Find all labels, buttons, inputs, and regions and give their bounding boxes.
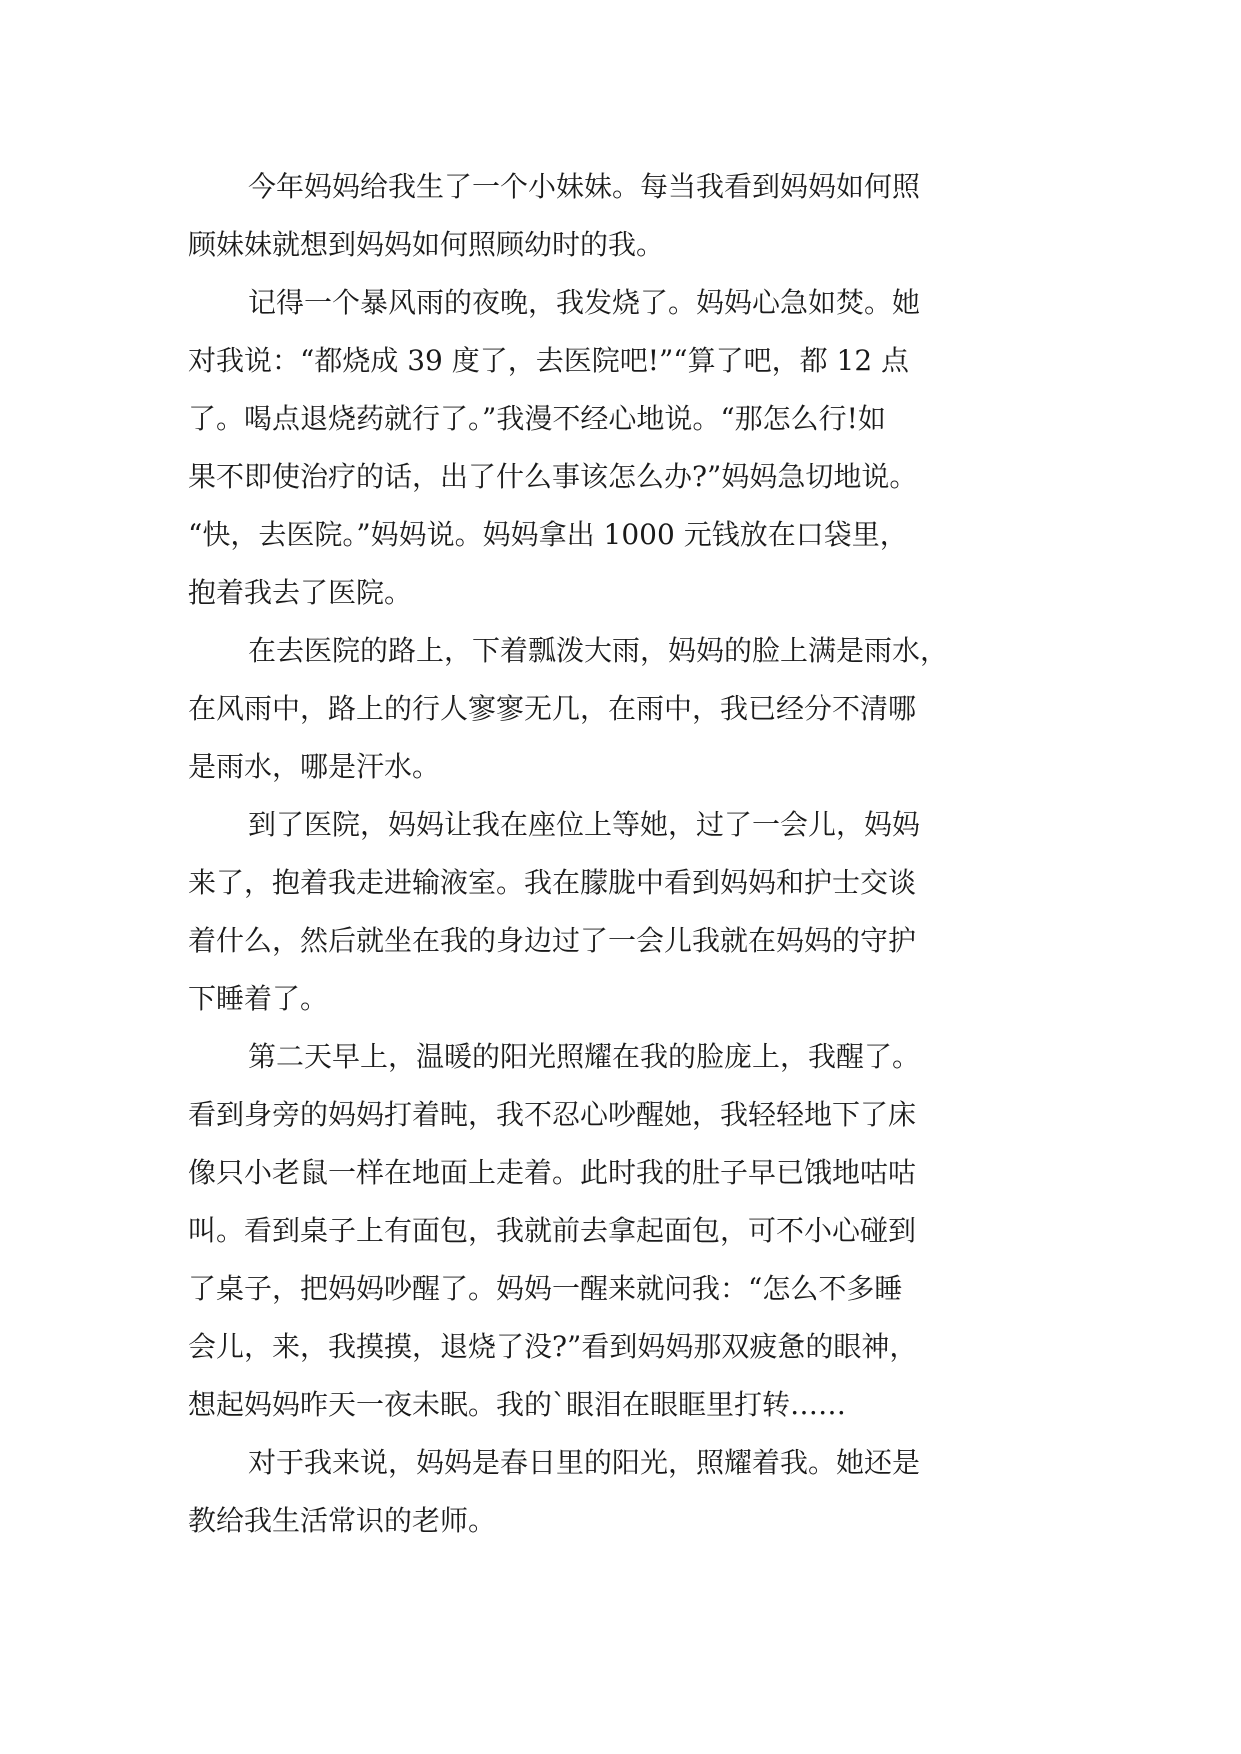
text-line: 在风雨中，路上的行人寥寥无几，在雨中，我已经分不清哪: [188, 692, 917, 725]
text-line: 在去医院的路上，下着瓢泼大雨，妈妈的脸上满是雨水，: [248, 634, 949, 667]
paragraph-5: [188, 1028, 1088, 1434]
text-line: “快，去医院。”妈妈说。妈妈拿出 1000 元钱放在口袋里，: [188, 518, 908, 551]
text-line: 看到身旁的妈妈打着盹，我不忍心吵醒她，我轻轻地下了床: [188, 1098, 917, 1131]
text-line: 是雨水，哪是汗水。: [188, 750, 441, 783]
text-line: 来了，抱着我走进输液室。我在朦胧中看到妈妈和护士交谈: [188, 866, 917, 899]
text-line: 下睡着了。: [188, 982, 329, 1015]
text-line: 记得一个暴风雨的夜晚，我发烧了。妈妈心急如焚。她: [248, 286, 921, 319]
text-line: 像只小老鼠一样在地面上走着。此时我的肚子早已饿地咕咕: [188, 1156, 917, 1189]
text-line: 了桌子，把妈妈吵醒了。妈妈一醒来就问我：“怎么不多睡: [188, 1272, 903, 1305]
paragraph-6: [188, 1434, 1088, 1550]
text-line: 今年妈妈给我生了一个小妹妹。每当我看到妈妈如何照: [248, 170, 921, 203]
text-line: 想起妈妈昨天一夜未眠。我的`眼泪在眼眶里打转……: [188, 1388, 847, 1421]
text-line: 叫。看到桌子上有面包，我就前去拿起面包，可不小心碰到: [188, 1214, 917, 1247]
text-line: 教给我生活常识的老师。: [188, 1504, 497, 1537]
text-line: 着什么，然后就坐在我的身边过了一会儿我就在妈妈的守护: [188, 924, 917, 957]
paragraph-1: [188, 158, 1088, 274]
paragraph-4: [188, 796, 1088, 1028]
essay-body: [188, 158, 1088, 1550]
text-line: 对我说：“都烧成 39 度了，去医院吧!”“算了吧，都 12 点: [188, 344, 910, 377]
text-line: 对于我来说，妈妈是春日里的阳光，照耀着我。她还是: [248, 1446, 921, 1479]
text-line: 抱着我去了医院。: [188, 576, 413, 609]
paragraph-3: [188, 622, 1088, 796]
paragraph-2: [188, 274, 1088, 622]
text-line: 果不即使治疗的话，出了什么事该怎么办?”妈妈急切地说。: [188, 460, 918, 493]
text-line: 顾妹妹就想到妈妈如何照顾幼时的我。: [188, 228, 665, 261]
text-line: 会儿，来，我摸摸，退烧了没?”看到妈妈那双疲惫的眼神，: [188, 1330, 918, 1363]
text-line: 第二天早上，温暖的阳光照耀在我的脸庞上，我醒了。: [248, 1040, 921, 1073]
text-line: 了。喝点退烧药就行了。”我漫不经心地说。“那怎么行!如: [188, 402, 886, 435]
text-line: 到了医院，妈妈让我在座位上等她，过了一会儿，妈妈: [248, 808, 921, 841]
